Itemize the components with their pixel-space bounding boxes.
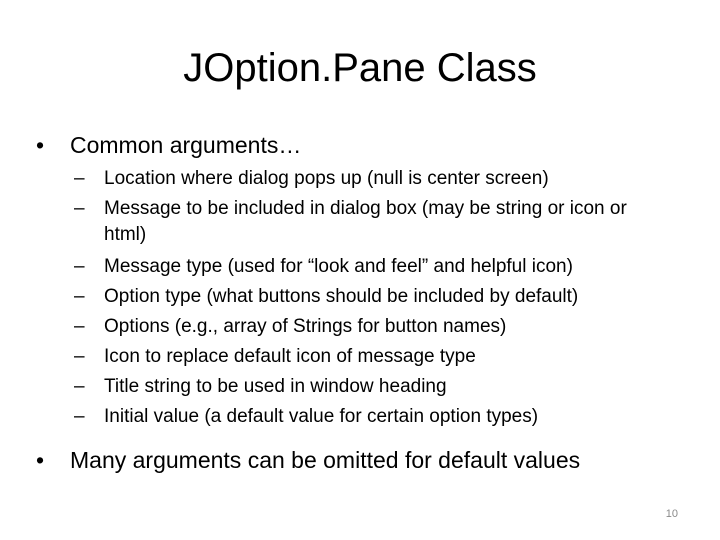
list-item-message-type: [74, 254, 674, 280]
bullet-marker: •: [36, 447, 45, 473]
bullet-many-arguments: [36, 445, 696, 475]
list-item-options: [74, 314, 674, 340]
argument-list: [74, 166, 674, 434]
page-number: 10: [665, 508, 678, 520]
list-item-message: [74, 196, 674, 248]
list-item-initial-value: [74, 404, 674, 430]
slide-title: JOption.Pane Class: [183, 46, 537, 90]
dash-marker: –: [74, 198, 85, 219]
list-item-option-type: [74, 284, 674, 310]
list-item-text: Location where dialog pops up (null is center screen): [104, 168, 549, 189]
list-item-title-string: [74, 374, 674, 400]
dash-marker: –: [74, 168, 85, 189]
list-item-text: Options (e.g., array of Strings for button names): [104, 316, 507, 337]
dash-marker: –: [74, 406, 85, 427]
bullet-common-arguments: [36, 130, 696, 160]
list-item-text: Message to be included in dialog box (may be string or icon or html): [104, 198, 627, 245]
list-item-text: Message type (used for “look and feel” and helpful icon): [104, 256, 573, 277]
list-item-location: [74, 166, 674, 192]
bullet-marker: •: [36, 132, 45, 158]
dash-marker: –: [74, 346, 85, 367]
dash-marker: –: [74, 256, 85, 277]
list-item-text: Icon to replace default icon of message type: [104, 346, 476, 367]
bullet-text: Common arguments…: [70, 132, 302, 158]
list-item-text: Title string to be used in window heading: [104, 376, 447, 397]
dash-marker: –: [74, 376, 85, 397]
list-item-text: Initial value (a default value for certain option types): [104, 406, 539, 427]
list-item-icon: [74, 344, 674, 370]
dash-marker: –: [74, 286, 85, 307]
list-item-text: Option type (what buttons should be included by default): [104, 286, 579, 307]
bullet-text: Many arguments can be omitted for default values: [70, 447, 581, 473]
dash-marker: –: [74, 316, 85, 337]
